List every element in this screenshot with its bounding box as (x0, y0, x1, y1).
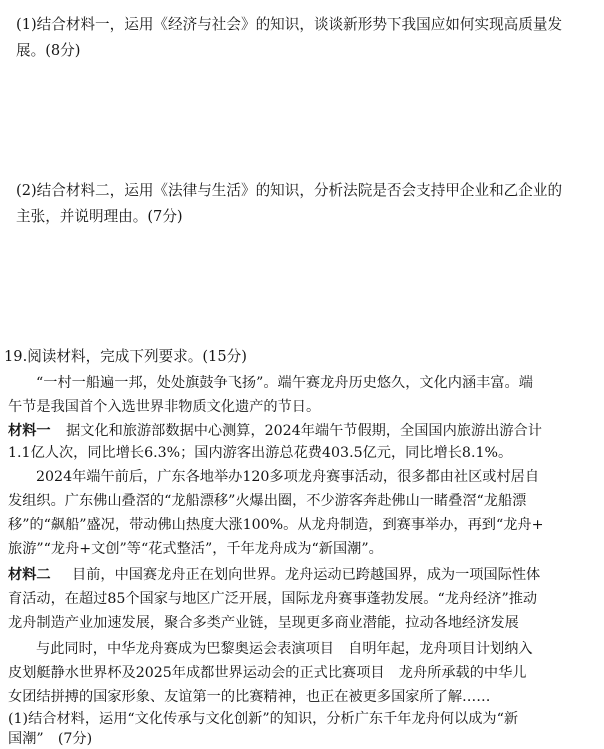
material-1-line-5: 移”的“飙船”盛况，带动佛山热度大涨100%。从龙舟制造，到赛事举办，再到“龙舟+ (8, 517, 544, 533)
question-2-line-2: 主张，并说明理由。(7分) (16, 208, 183, 225)
material-2-line-6: 女团结拼搏的国家形象、友谊第一的比赛精神，也正在被更多国家所了解…… (8, 689, 491, 705)
material-1-label: 材料一 (8, 423, 51, 439)
material-2-line-5: 皮划艇静水世界杯及2025年成都世界运动会的正式比赛项目 龙舟所承载的中华儿 (8, 665, 527, 681)
material-2-line-4: 与此同时，中华龙舟赛成为巴黎奥运会表演项目 自明年起，龙舟项目计划纳入 (36, 641, 533, 657)
material-1-line-6: 旅游”“龙舟+文创”等“花式整活”，千年龙舟成为“新国潮”。 (8, 541, 383, 557)
material-2-line-2: 育活动，在超过85个国家与地区广泛开展，国际龙舟赛事蓬勃发展。“龙舟经济”推动 (8, 591, 538, 607)
material-1-line-2: 1.1亿人次，同比增长6.3%；国内游客出游总花费403.5亿元，同比增长8.1%。 (8, 445, 513, 461)
question-2-line-1: (2)结合材料二，运用《法律与生活》的知识，分析法院是否会支持甲企业和乙企业的 (16, 182, 563, 199)
subquestion-1-line-2: 国潮” (7分) (8, 731, 93, 747)
intro-line-2: 午节是我国首个入选世界非物质文化遗产的节日。 (8, 399, 321, 415)
intro-line-1: “一村一船遍一邦，处处旗鼓争飞扬”。端午赛龙舟历史悠久，文化内涵丰富。端 (36, 375, 533, 391)
question-1-line-1: (1)结合材料一，运用《经济与社会》的知识，谈谈新形势下我国应如何实现高质量发 (16, 16, 563, 33)
material-2-label: 材料二 (8, 567, 51, 583)
material-1-line-4: 发组织。广东佛山叠滘的“龙船漂移”火爆出圈，不少游客奔赴佛山一睹叠滘“龙船漂 (8, 493, 527, 509)
material-1-line-3: 2024年端午前后，广东各地举办120多项龙舟赛事活动，很多都由社区或村居自 (36, 469, 540, 485)
subquestion-1-line-1: (1)结合材料，运用“文化传承与文化创新”的知识，分析广东千年龙舟何以成为“新 (8, 711, 519, 727)
question-19-heading: 19.阅读材料，完成下列要求。(15分) (4, 348, 247, 365)
material-1-line-1: 据文化和旅游部数据中心测算，2024年端午节假期，全国国内旅游出游合计 (66, 423, 542, 439)
question-1-line-2: 展。(8分) (16, 42, 81, 59)
material-2-line-1: 目前，中国赛龙舟正在划向世界。龙舟运动已跨越国界，成为一项国际性体 (72, 567, 541, 583)
material-2-line-3: 龙舟制造产业加速发展，聚合多类产业链，呈现更多商业潜能，拉动各地经济发展 (8, 615, 519, 631)
